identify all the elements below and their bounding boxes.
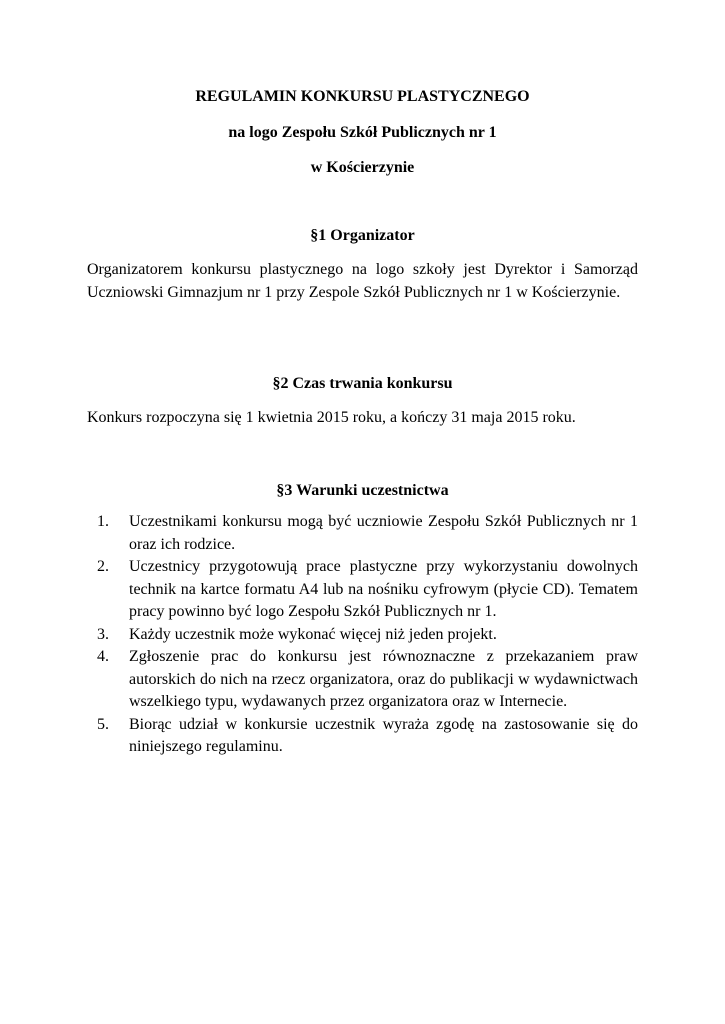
list-item-number: 3. [97,625,109,643]
section-text-organizer: Organizatorem konkursu plastycznego na logo szkoły jest Dyrektor i Samorząd Uczniowski Gimnazjum nr 1 przy Zespole Szkół Publicznych nr 1 w Kościerzynie. [87,261,638,301]
list-item-text: Zgłoszenie prac do konkursu jest równoznaczne z przekazaniem praw autorskich do nich na rzecz organizatora, oraz do publikacji w wydawnictwach wszelkiego typu, wydawanych przez organizatora oraz w Internecie. [129,648,638,710]
section-heading-conditions: §3 Warunki uczestnictwa [276,482,449,499]
list-item [97,624,638,647]
list-item-text: Uczestnikami konkursu mogą być uczniowie Zespołu Szkół Publicznych nr 1 oraz ich rodzice. [129,513,638,553]
list-item [97,714,638,759]
list-item-number: 5. [97,715,109,733]
conditions-list [97,511,638,759]
list-item [97,511,638,556]
list-item-number: 2. [97,558,109,575]
list-item-number: 1. [97,513,109,530]
section-text-duration: Konkurs rozpoczyna się 1 kwietnia 2015 roku, a kończy 31 maja 2015 roku. [87,409,576,426]
section-heading-duration: §2 Czas trwania konkursu [272,375,453,392]
document-title: REGULAMIN KONKURSU PLASTYCZNEGO [195,88,530,105]
list-item [97,646,638,714]
list-item-text: Uczestnicy przygotowują prace plastyczne przy wykorzystaniu dowolnych technik na kartce formatu A4 lub na nośniku cyfrowym (płycie CD). Tematem pracy powinno być logo Zespołu Szkół Publicznych nr 1. [129,558,638,620]
section-heading-organizer: §1 Organizator [310,227,415,244]
document-subtitle-location: w Kościerzynie [310,159,415,176]
document-subtitle: na logo Zespołu Szkół Publicznych nr 1 [228,124,497,141]
list-item-text: Każdy uczestnik może wykonać więcej niż jeden projekt. [129,625,497,643]
list-item-number: 4. [97,648,109,665]
list-item [97,556,638,624]
list-item-text: Biorąc udział w konkursie uczestnik wyraża zgodę na zastosowanie się do niniejszego regulaminu. [129,715,638,755]
